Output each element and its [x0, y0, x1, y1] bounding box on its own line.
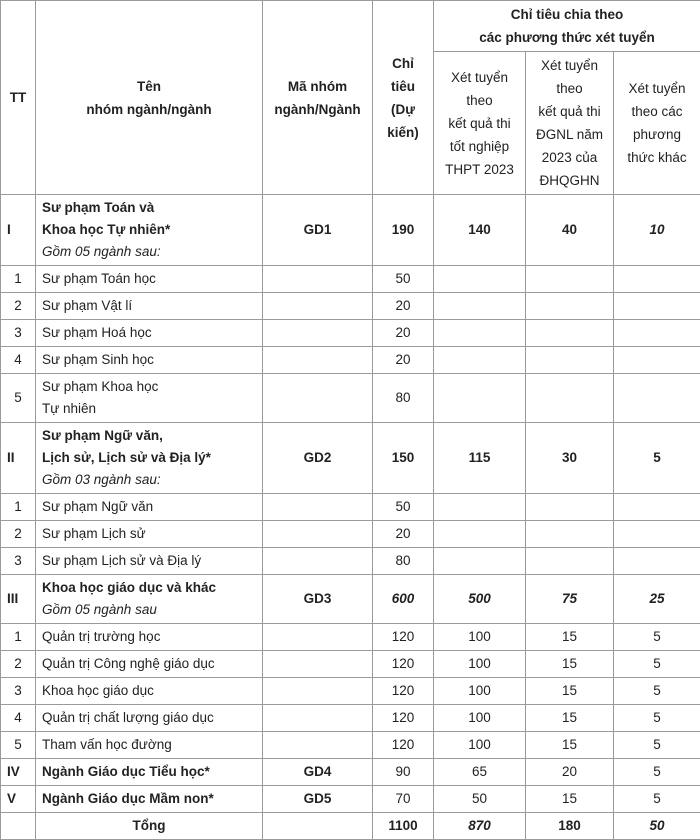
group-tt: II: [1, 423, 36, 494]
group-row: [1, 786, 700, 813]
group-m2: 30: [526, 423, 614, 494]
row-tt: 2: [1, 293, 36, 320]
table-row: [1, 293, 700, 320]
row-name: Quản trị trường học: [36, 624, 263, 651]
total-m2: 180: [526, 813, 614, 840]
total-m3: 50: [614, 813, 700, 840]
table-row: [1, 521, 700, 548]
row-tt: 1: [1, 494, 36, 521]
group-tt: V: [1, 786, 36, 813]
table-row: [1, 266, 700, 293]
header-name: Tên nhóm ngành/ngành: [36, 1, 263, 195]
header-method-other: Xét tuyển theo các phương thức khác: [614, 52, 700, 195]
row-m1: 100: [434, 705, 526, 732]
group-quota: 600: [373, 575, 434, 624]
row-m1: 100: [434, 624, 526, 651]
group-m1: 65: [434, 759, 526, 786]
group-m3: 10: [614, 195, 700, 266]
row-m2: 15: [526, 732, 614, 759]
group-name: Ngành Giáo dục Mầm non*: [36, 786, 263, 813]
group-code: GD5: [263, 786, 373, 813]
header-code: Mã nhóm ngành/Ngành: [263, 1, 373, 195]
row-tt: 3: [1, 678, 36, 705]
row-m1: 100: [434, 678, 526, 705]
group-m2: 75: [526, 575, 614, 624]
row-m1: [434, 548, 526, 575]
header-method-dgnl: Xét tuyển theo kết quả thi ĐGNL năm 2023 của ĐHQGHN: [526, 52, 614, 195]
row-quota: 20: [373, 320, 434, 347]
group-row: [1, 423, 700, 494]
header-row-1: [1, 1, 700, 52]
group-m2: 40: [526, 195, 614, 266]
group-quota: 190: [373, 195, 434, 266]
row-tt: 3: [1, 548, 36, 575]
row-quota: 80: [373, 548, 434, 575]
row-m1: [434, 494, 526, 521]
row-code: [263, 347, 373, 374]
table-row: [1, 651, 700, 678]
row-quota: 120: [373, 651, 434, 678]
row-m2: [526, 521, 614, 548]
row-name: Sư phạm Khoa học Tự nhiên: [36, 374, 263, 423]
row-m2: 15: [526, 705, 614, 732]
row-m2: [526, 374, 614, 423]
row-code: [263, 732, 373, 759]
row-quota: 50: [373, 494, 434, 521]
header-split: Chỉ tiêu chia theo các phương thức xét tuyển: [434, 1, 700, 52]
group-m3: 5: [614, 423, 700, 494]
group-tt: IV: [1, 759, 36, 786]
row-code: [263, 320, 373, 347]
row-m2: 15: [526, 678, 614, 705]
row-m1: 100: [434, 732, 526, 759]
header-method-thpt: Xét tuyển theo kết quả thi tốt nghiệp THPT 2023: [434, 52, 526, 195]
group-row: [1, 759, 700, 786]
group-code: GD4: [263, 759, 373, 786]
row-name: Sư phạm Ngữ văn: [36, 494, 263, 521]
row-m2: [526, 320, 614, 347]
row-tt: 2: [1, 521, 36, 548]
header-quota: Chỉ tiêu (Dự kiến): [373, 1, 434, 195]
row-m1: 100: [434, 651, 526, 678]
group-m2: 15: [526, 786, 614, 813]
total-m1: 870: [434, 813, 526, 840]
row-name: Quản trị chất lượng giáo dục: [36, 705, 263, 732]
row-m3: [614, 374, 700, 423]
row-name: Sư phạm Sinh học: [36, 347, 263, 374]
row-m3: [614, 320, 700, 347]
row-quota: 20: [373, 347, 434, 374]
group-m1: 140: [434, 195, 526, 266]
group-m1: 50: [434, 786, 526, 813]
row-code: [263, 293, 373, 320]
row-m3: [614, 266, 700, 293]
row-name: Tham vấn học đường: [36, 732, 263, 759]
row-m2: [526, 266, 614, 293]
row-m1: [434, 320, 526, 347]
total-label: Tổng: [36, 813, 263, 840]
row-quota: 20: [373, 521, 434, 548]
group-m1: 500: [434, 575, 526, 624]
row-m3: 5: [614, 678, 700, 705]
group-quota: 150: [373, 423, 434, 494]
table-row: [1, 347, 700, 374]
row-quota: 20: [373, 293, 434, 320]
row-tt: 4: [1, 705, 36, 732]
row-tt: 2: [1, 651, 36, 678]
table-row: [1, 624, 700, 651]
row-quota: 50: [373, 266, 434, 293]
group-code: GD3: [263, 575, 373, 624]
table-row: [1, 732, 700, 759]
table-row: [1, 705, 700, 732]
row-name: Sư phạm Vật lí: [36, 293, 263, 320]
row-code: [263, 494, 373, 521]
table-row: [1, 494, 700, 521]
row-tt: 5: [1, 374, 36, 423]
row-tt: 3: [1, 320, 36, 347]
row-quota: 120: [373, 705, 434, 732]
table-row: [1, 320, 700, 347]
row-code: [263, 651, 373, 678]
row-m2: [526, 347, 614, 374]
group-tt: III: [1, 575, 36, 624]
group-m2: 20: [526, 759, 614, 786]
row-m1: [434, 266, 526, 293]
table-row: [1, 374, 700, 423]
group-quota: 70: [373, 786, 434, 813]
group-code: GD1: [263, 195, 373, 266]
row-m1: [434, 293, 526, 320]
row-tt: 1: [1, 624, 36, 651]
group-m3: 5: [614, 786, 700, 813]
row-quota: 120: [373, 678, 434, 705]
group-tt: I: [1, 195, 36, 266]
row-code: [263, 548, 373, 575]
row-code: [263, 521, 373, 548]
row-m3: [614, 494, 700, 521]
row-tt: 1: [1, 266, 36, 293]
row-m3: 5: [614, 732, 700, 759]
row-m3: [614, 521, 700, 548]
row-quota: 120: [373, 732, 434, 759]
row-tt: 5: [1, 732, 36, 759]
row-m3: 5: [614, 624, 700, 651]
total-code: [263, 813, 373, 840]
row-name: Sư phạm Toán học: [36, 266, 263, 293]
row-name: Quản trị Công nghệ giáo dục: [36, 651, 263, 678]
total-row: [1, 813, 700, 840]
row-m3: 5: [614, 705, 700, 732]
total-tt: [1, 813, 36, 840]
row-code: [263, 705, 373, 732]
row-name: Sư phạm Hoá học: [36, 320, 263, 347]
row-tt: 4: [1, 347, 36, 374]
row-code: [263, 678, 373, 705]
group-name: Sư phạm Toán và Khoa học Tự nhiên* Gồm 05 ngành sau:: [36, 195, 263, 266]
header-tt: TT: [1, 1, 36, 195]
row-m1: [434, 521, 526, 548]
table-row: [1, 678, 700, 705]
row-m3: [614, 293, 700, 320]
group-row: [1, 195, 700, 266]
group-code: GD2: [263, 423, 373, 494]
row-quota: 120: [373, 624, 434, 651]
row-m3: [614, 548, 700, 575]
group-name: Sư phạm Ngữ văn, Lịch sử, Lịch sử và Địa lý* Gồm 03 ngành sau:: [36, 423, 263, 494]
group-m1: 115: [434, 423, 526, 494]
table-row: [1, 548, 700, 575]
group-m3: 25: [614, 575, 700, 624]
row-code: [263, 624, 373, 651]
row-code: [263, 266, 373, 293]
row-m2: [526, 293, 614, 320]
group-row: [1, 575, 700, 624]
row-m1: [434, 347, 526, 374]
row-m2: [526, 494, 614, 521]
total-quota: 1100: [373, 813, 434, 840]
row-name: Sư phạm Lịch sử: [36, 521, 263, 548]
row-quota: 80: [373, 374, 434, 423]
row-m3: 5: [614, 651, 700, 678]
row-m2: [526, 548, 614, 575]
row-m1: [434, 374, 526, 423]
row-m3: [614, 347, 700, 374]
group-quota: 90: [373, 759, 434, 786]
group-name: Ngành Giáo dục Tiểu học*: [36, 759, 263, 786]
group-m3: 5: [614, 759, 700, 786]
group-name: Khoa học giáo dục và khác Gồm 05 ngành sau: [36, 575, 263, 624]
row-name: Khoa học giáo dục: [36, 678, 263, 705]
row-m2: 15: [526, 651, 614, 678]
row-code: [263, 374, 373, 423]
row-m2: 15: [526, 624, 614, 651]
row-name: Sư phạm Lịch sử và Địa lý: [36, 548, 263, 575]
